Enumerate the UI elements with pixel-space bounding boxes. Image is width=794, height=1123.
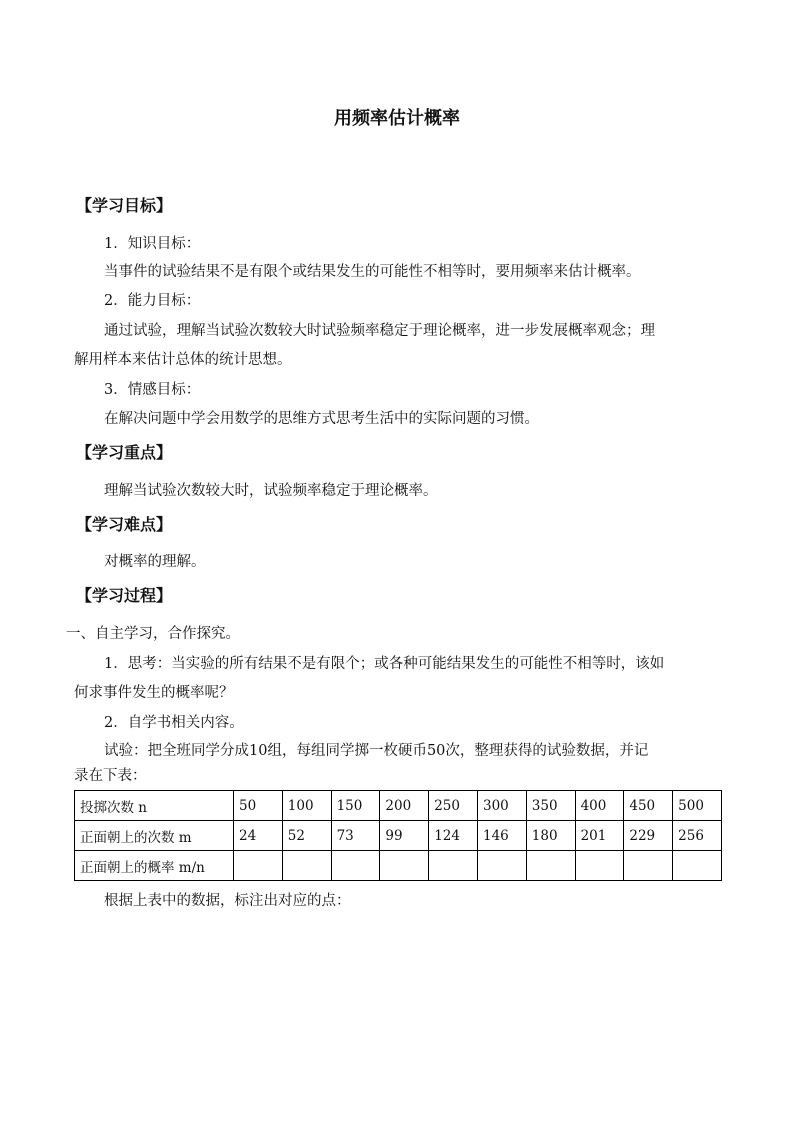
- experiment-table: [74, 790, 722, 881]
- experiment-text-line1: 试验：把全班同学分成10组，每组同学掷一枚硬币50次，整理获得的试验数据，并记: [104, 743, 649, 759]
- ability-goal-text-line2: 解用样本来估计总体的统计思想。: [74, 352, 292, 368]
- n-cell: 300: [477, 791, 526, 821]
- n-cell: 250: [429, 791, 478, 821]
- experiment-text-line2: 录在下表：: [74, 768, 147, 784]
- key-points-heading: 【学习重点】: [76, 443, 173, 462]
- ability-goal-label: 2．能力目标：: [104, 293, 201, 309]
- n-cell: 100: [282, 791, 331, 821]
- m-cell: 201: [575, 821, 624, 851]
- think-text-line2: 何求事件发生的概率呢？: [74, 685, 234, 701]
- objectives-heading: 【学习目标】: [76, 196, 173, 215]
- frequency-cell: [477, 851, 526, 881]
- frequency-cell: [429, 851, 478, 881]
- ability-goal-text-line1: 通过试验，理解当试验次数较大时试验频率稳定于理论概率，进一步发展概率观念；理: [104, 323, 655, 339]
- self-study-text: 2．自学书相关内容。: [104, 715, 244, 731]
- process-heading: 【学习过程】: [76, 586, 173, 605]
- after-table-text: 根据上表中的数据，标注出对应的点：: [104, 893, 351, 909]
- table-row-m: [75, 821, 722, 851]
- n-cell: 350: [526, 791, 575, 821]
- difficulties-heading: 【学习难点】: [76, 515, 173, 534]
- emotion-goal-label: 3．情感目标：: [104, 382, 201, 398]
- m-cell: 24: [234, 821, 283, 851]
- m-cell: 180: [526, 821, 575, 851]
- n-cell: 150: [331, 791, 380, 821]
- knowledge-goal-text: 当事件的试验结果不是有限个或结果发生的可能性不相等时，要用频率来估计概率。: [104, 264, 641, 280]
- n-cell: 50: [234, 791, 283, 821]
- page-title: 用频率估计概率: [334, 108, 460, 129]
- knowledge-goal-label: 1．知识目标：: [104, 236, 201, 252]
- table-row-n: [75, 791, 722, 821]
- difficulties-text: 对概率的理解。: [104, 554, 206, 570]
- table-row-frequency: [75, 851, 722, 881]
- frequency-cell: [673, 851, 722, 881]
- frequency-cell: [526, 851, 575, 881]
- row-label-frequency: 正面朝上的概率 m/n: [75, 851, 234, 881]
- n-cell: 400: [575, 791, 624, 821]
- m-cell: 256: [673, 821, 722, 851]
- m-cell: 99: [380, 821, 429, 851]
- emotion-goal-text: 在解决问题中学会用数学的思维方式思考生活中的实际问题的习惯。: [104, 411, 539, 427]
- m-cell: 52: [282, 821, 331, 851]
- frequency-cell: [575, 851, 624, 881]
- n-cell: 450: [624, 791, 673, 821]
- row-label-m: 正面朝上的次数 m: [75, 821, 234, 851]
- m-cell: 73: [331, 821, 380, 851]
- frequency-cell: [234, 851, 283, 881]
- frequency-cell: [624, 851, 673, 881]
- process-part1: 一、自主学习，合作探究。: [66, 626, 240, 642]
- m-cell: 146: [477, 821, 526, 851]
- key-points-text: 理解当试验次数较大时，试验频率稳定于理论概率。: [104, 483, 438, 499]
- frequency-cell: [331, 851, 380, 881]
- n-cell: 500: [673, 791, 722, 821]
- frequency-cell: [282, 851, 331, 881]
- m-cell: 124: [429, 821, 478, 851]
- frequency-cell: [380, 851, 429, 881]
- m-cell: 229: [624, 821, 673, 851]
- n-cell: 200: [380, 791, 429, 821]
- row-label-n: 投掷次数 n: [75, 791, 234, 821]
- think-text-line1: 1．思考：当实验的所有结果不是有限个；或各种可能结果发生的可能性不相等时，该如: [104, 656, 665, 672]
